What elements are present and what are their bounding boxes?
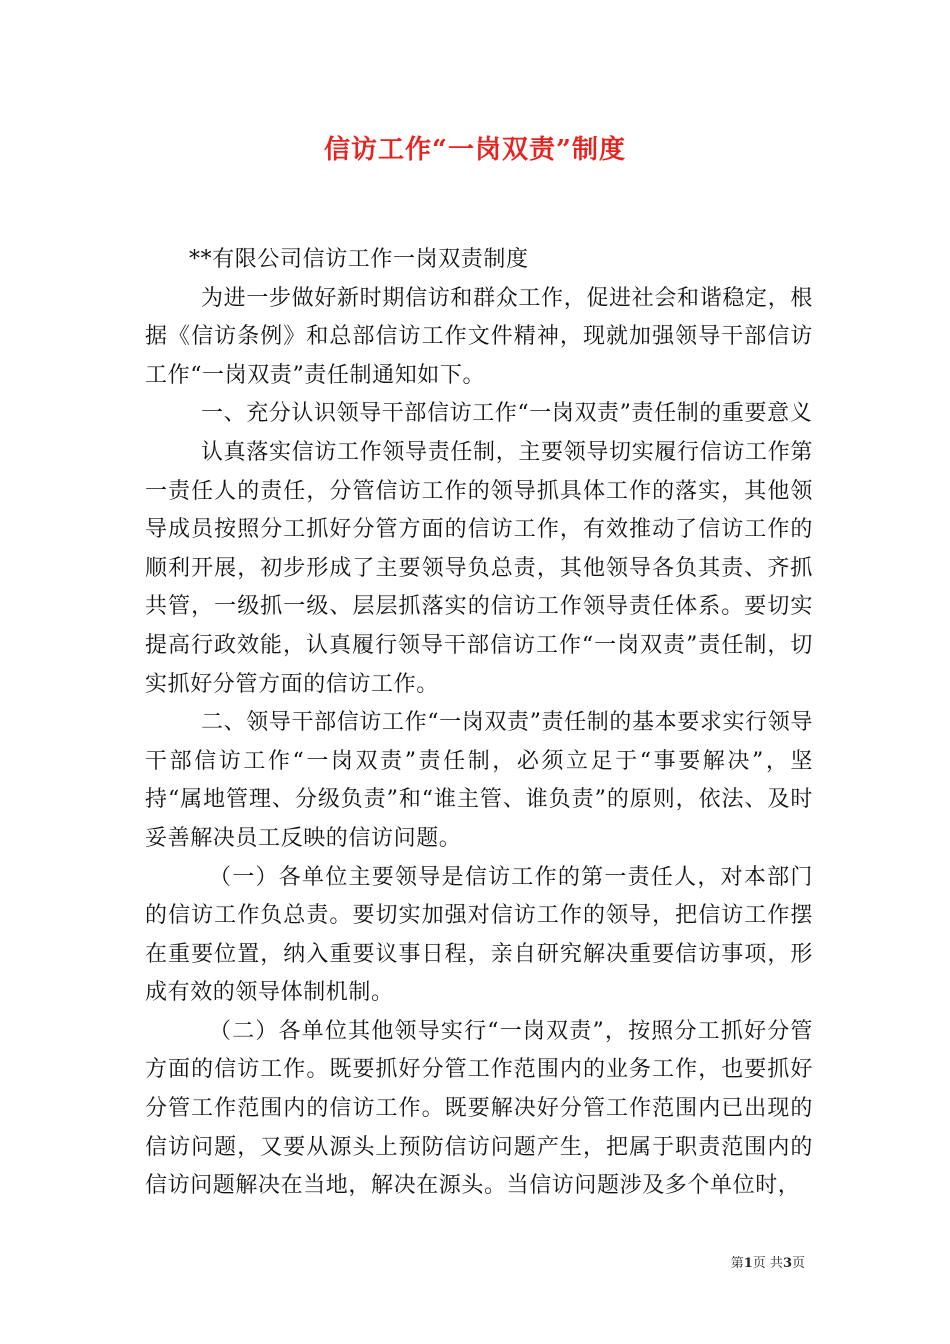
section-heading-1: 一、充分认识领导干部信访工作“一岗双责”责任制的重要意义	[201, 401, 813, 427]
document-subtitle: **有限公司信访工作一岗双责制度	[189, 247, 529, 272]
footer-current-page: 1	[743, 1256, 753, 1271]
paragraph-section-2: 二、领导干部信访工作“一岗双责”责任制的基本要求实行领导干部信访工作“一岗双责”责任制，必须立足于“事要解决”，坚持“属地管理、分级负责”和“谁主管、谁负责”的原则，依法、及时妥善解决员工反映的信访问题。	[145, 710, 813, 851]
footer-prefix: 第	[730, 1256, 744, 1271]
document-body	[145, 241, 813, 1206]
paragraph-item-1: （一）各单位主要领导是信访工作的第一责任人，对本部门的信访工作负总责。要切实加强对信访工作的领导，把信访工作摆在重要位置，纳入重要议事日程，亲自研究解决重要信访事项，形成有效的领导体制机制。	[145, 864, 813, 1006]
paragraph-section-1: 认真落实信访工作领导责任制，主要领导切实履行信访工作第一责任人的责任，分管信访工作的领导抓具体工作的落实，其他领导成员按照分工抓好分管方面的信访工作，有效推动了信访工作的顺利开展，初步形成了主要领导负总责，其他领导各负其责、齐抓共管，一级抓一级、层层抓落实的信访工作领导责任体系。要切实提高行政效能，认真履行领导干部信访工作“一岗双责”责任制，切实抓好分管方面的信访工作。	[145, 439, 813, 697]
paragraph-intro: 为进一步做好新时期信访和群众工作，促进社会和谐稳定，根据《信访条例》和总部信访工作文件精神，现就加强领导干部信访工作“一岗双责”责任制通知如下。	[145, 285, 813, 388]
paragraph-item-2: （二）各单位其他领导实行“一岗双责”，按照分工抓好分管方面的信访工作。既要抓好分管工作范围内的业务工作，也要抓好分管工作范围内的信访工作。既要解决好分管工作范围内已出现的信访问题，又要从源头上预防信访问题产生，把属于职责范围内的信访问题解决在当地，解决在源头。当信访问题涉及多个单位时，	[145, 1018, 813, 1199]
footer-middle: 页 共	[752, 1256, 783, 1271]
footer-total-pages: 3	[782, 1256, 792, 1271]
page-title: 信访工作“一岗双责”制度	[324, 135, 626, 165]
footer-suffix: 页	[791, 1256, 805, 1271]
page-number-footer	[0, 1252, 805, 1271]
